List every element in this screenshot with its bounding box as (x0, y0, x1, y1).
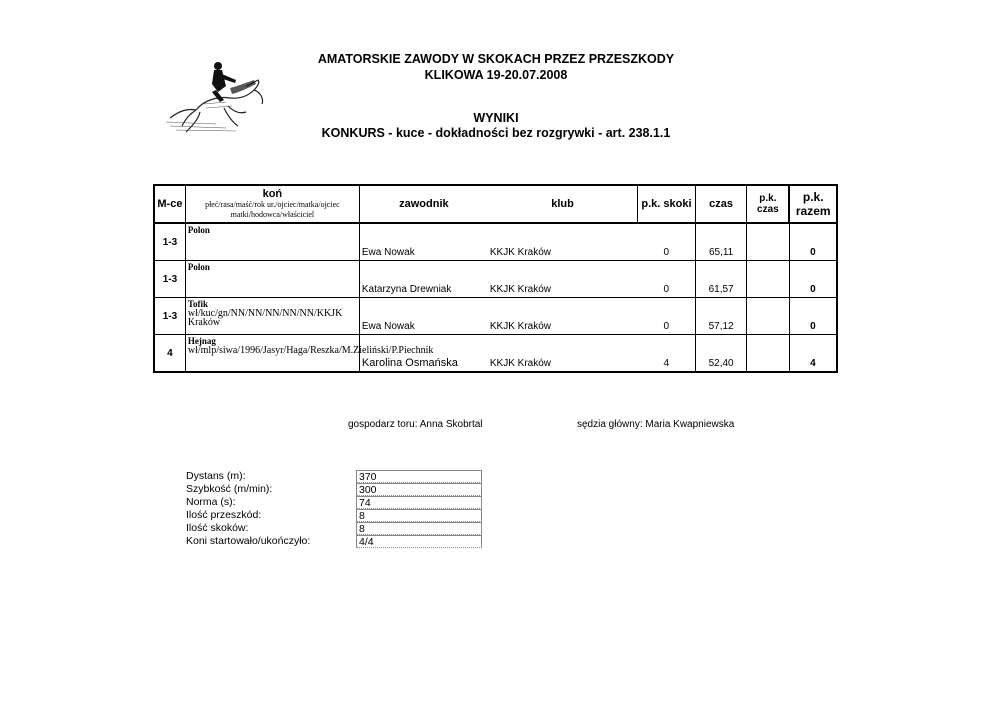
row-pk-jumps: 4 (638, 335, 696, 373)
row-place: 1-3 (154, 223, 185, 261)
row-rider: Karolina Osmańska (359, 335, 488, 373)
stat-value-speed: 300 (356, 483, 482, 496)
row-time: 52,40 (695, 335, 747, 373)
row-club: KKJK Kraków (488, 261, 638, 298)
horse-info: wł/kuc/gn/NN/NN/NN/NN/NN/KKJK Kraków (187, 308, 343, 328)
stat-value-distance: 370 (356, 470, 482, 483)
row-total: 0 (789, 223, 837, 261)
row-horse (185, 261, 359, 298)
stat-label-distance: Dystans (m): (186, 470, 246, 482)
table-row (154, 335, 837, 373)
stat-label-obstacles: Ilość przeszkód: (186, 509, 262, 521)
horse-name: Hejnag (187, 336, 216, 346)
header-horse-sub: płeć/rasa/maść/rok ur./ojciec/matka/ojciec matki/hodowca/właściciel (205, 200, 340, 219)
header-place: M-ce (154, 185, 185, 223)
horse-name: Polon (187, 262, 210, 272)
row-club: KKJK Kraków (488, 335, 638, 373)
row-club: KKJK Kraków (488, 223, 638, 261)
row-total: 0 (789, 298, 837, 335)
row-pk-jumps: 0 (638, 261, 696, 298)
header-pk-total: p.k. razem (789, 185, 837, 223)
row-horse (185, 298, 359, 335)
head-judge: sędzia główny: Maria Kwapniewska (577, 419, 735, 430)
header-pk-jumps: p.k. skoki (638, 185, 696, 223)
row-time: 65,11 (695, 223, 747, 261)
table-row (154, 298, 837, 335)
table-header-row (154, 185, 837, 223)
stat-label-jumps: Ilość skoków: (186, 522, 249, 534)
header-pk-time: p.k. czas (747, 185, 789, 223)
header-rider: zawodnik (359, 185, 488, 223)
row-rider: Ewa Nowak (359, 223, 488, 261)
row-pk-jumps: 0 (638, 298, 696, 335)
row-rider: Katarzyna Drewniak (359, 261, 488, 298)
course-designer: gospodarz toru: Anna Skobrtal (348, 419, 483, 430)
header-horse-label: koń (262, 188, 283, 200)
stat-label-speed: Szybkość (m/min): (186, 483, 273, 495)
results-heading: WYNIKI (473, 111, 519, 125)
table-row (154, 223, 837, 261)
event-title: AMATORSKIE ZAWODY W SKOKACH PRZEZ PRZESZKODY (317, 52, 675, 66)
stat-value-obstacles: 8 (356, 509, 482, 522)
horse-name: Tofik (187, 299, 209, 309)
row-pk-time (747, 223, 789, 261)
row-pk-jumps: 0 (638, 223, 696, 261)
row-pk-time (747, 335, 789, 373)
row-rider: Ewa Nowak (359, 298, 488, 335)
competition-title: KONKURS - kuce - dokładności bez rozgrywki - art. 238.1.1 (321, 126, 671, 140)
row-pk-time (747, 261, 789, 298)
header-horse (185, 185, 359, 223)
row-time: 61,57 (695, 261, 747, 298)
stat-value-horses: 4/4 (356, 535, 482, 548)
row-time: 57,12 (695, 298, 747, 335)
results-table (153, 184, 838, 373)
row-total: 4 (789, 335, 837, 373)
stat-label-horses: Koni startowało/ukończyło: (186, 535, 311, 547)
stat-value-jumps: 8 (356, 522, 482, 535)
row-place: 4 (154, 335, 185, 373)
row-total: 0 (789, 261, 837, 298)
horse-name: Polon (187, 225, 210, 235)
stat-value-norm: 74 (356, 496, 482, 509)
event-location-date: KLIKOWA 19-20.07.2008 (424, 68, 568, 82)
row-pk-time (747, 298, 789, 335)
horse-info: wł/mlp/siwa/1996/Jasyr/Haga/Reszka/M.Zieliński/P.Piechnik (187, 345, 434, 356)
header-time: czas (695, 185, 747, 223)
header-club: klub (488, 185, 638, 223)
stat-label-norm: Norma (s): (186, 496, 236, 508)
row-place: 1-3 (154, 261, 185, 298)
row-club: KKJK Kraków (488, 298, 638, 335)
table-row (154, 261, 837, 298)
row-horse (185, 223, 359, 261)
row-place: 1-3 (154, 298, 185, 335)
